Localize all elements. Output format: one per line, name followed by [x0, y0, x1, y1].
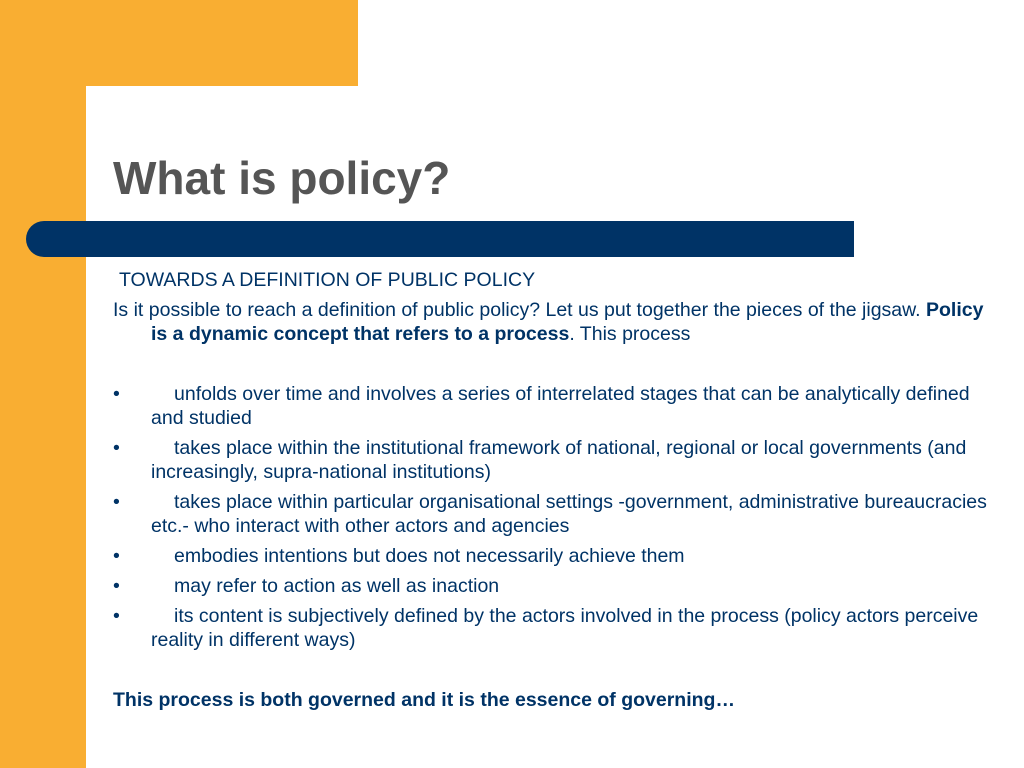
bullet-icon: •: [113, 383, 120, 405]
bullet-text: takes place within particular organisational settings -government, administrative bureaucracies etc.- who interact with other actors and agencies: [151, 491, 987, 537]
bullet-text: embodies intentions but does not necessarily achieve them: [174, 545, 685, 567]
bullet-text: takes place within the institutional framework of national, regional or local governments (and increasingly, supra-national institutions): [151, 437, 967, 483]
bullet-icon: •: [113, 575, 120, 597]
list-item: [113, 490, 993, 538]
list-item: [113, 604, 993, 652]
orange-side-band: [0, 0, 86, 768]
bullet-text: unfolds over time and involves a series of interrelated stages that can be analytically defined and studied: [151, 383, 970, 429]
bullet-text: may refer to action as well as inaction: [174, 575, 500, 597]
list-item: [113, 382, 993, 430]
bullet-icon: •: [113, 491, 120, 513]
bullet-icon: •: [113, 605, 120, 627]
intro-paragraph: [113, 298, 993, 346]
bullet-icon: •: [113, 545, 120, 567]
list-item: [113, 544, 993, 568]
closing-statement: This process is both governed and it is the essence of governing…: [113, 689, 735, 711]
bullet-text: its content is subjectively defined by the actors involved in the process (policy actors perceive reality in different ways): [151, 605, 979, 651]
slide-body: [113, 268, 993, 712]
intro-bold-text: Policy is a dynamic concept that refers to a process: [151, 299, 984, 345]
intro-text: Is it possible to reach a definition of public policy? Let us put together the pieces of the jigsaw.: [113, 299, 926, 321]
title-underline-bar: [26, 221, 854, 257]
section-heading: TOWARDS A DEFINITION OF PUBLIC POLICY: [119, 269, 536, 291]
slide-title: What is policy?: [113, 152, 451, 204]
list-item: [113, 574, 993, 598]
bullet-icon: •: [113, 437, 120, 459]
bullet-list: [113, 382, 993, 652]
list-item: [113, 436, 993, 484]
orange-top-band: [0, 0, 358, 86]
intro-tail-text: . This process: [569, 323, 691, 345]
